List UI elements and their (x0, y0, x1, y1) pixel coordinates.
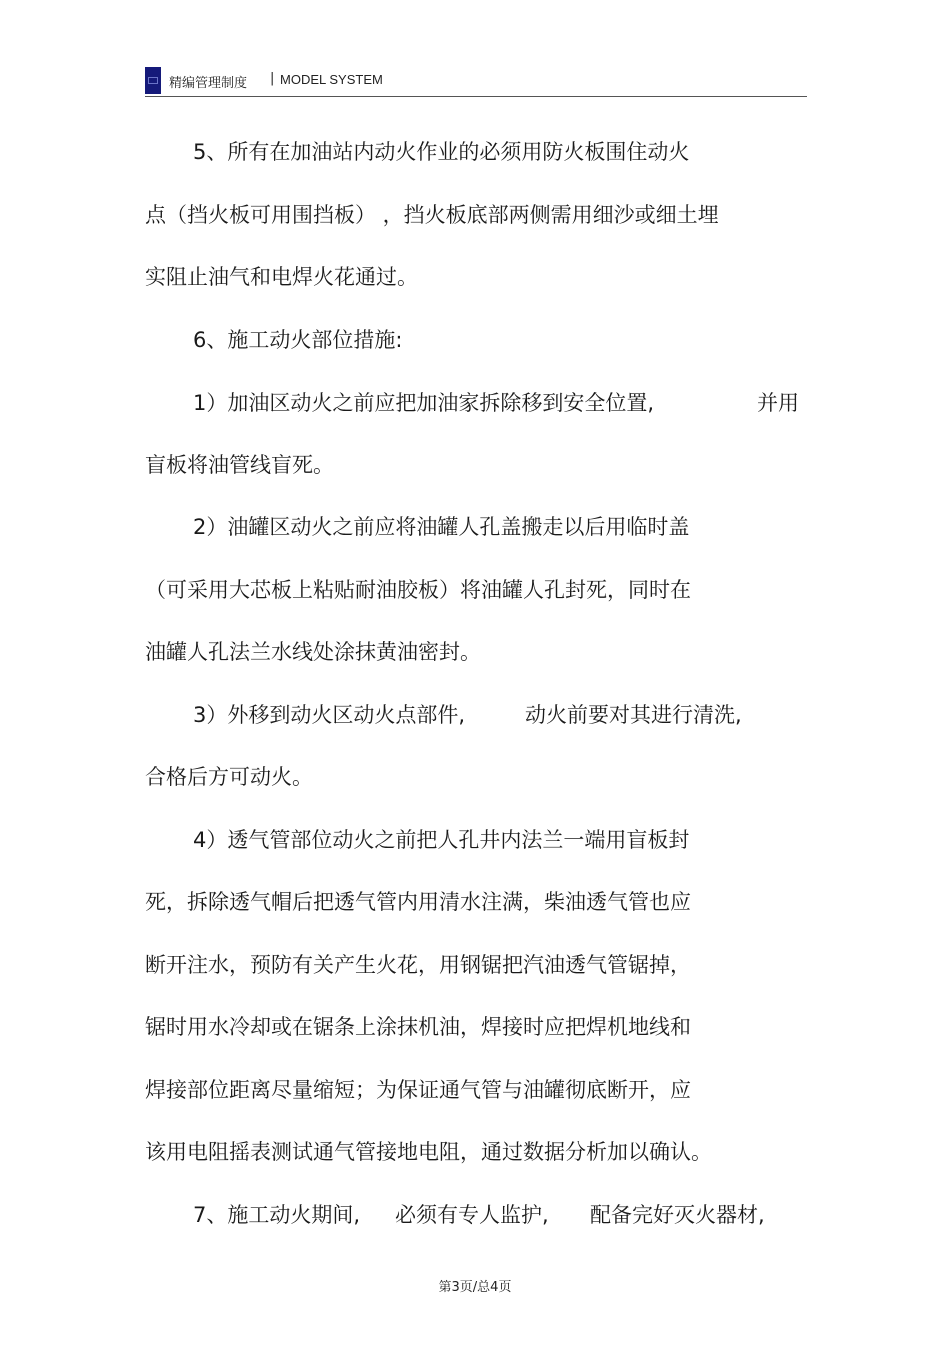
text-line: 1）加油区动火之前应把加油家拆除移到安全位置, (193, 391, 655, 415)
logo-icon (145, 67, 161, 94)
text-line: 该用电阻摇表测试通气管接地电阻，通过数据分析加以确认。 (145, 1140, 712, 1164)
text-line: 5、所有在加油站内动火作业的必须用防火板围住动火 (193, 140, 690, 164)
text-line: 2）油罐区动火之前应将油罐人孔盖搬走以后用临时盖 (193, 515, 690, 539)
page-header (145, 66, 807, 97)
header-title: 精编管理制度 (169, 76, 248, 91)
text-line: 并用 (757, 391, 799, 415)
text-line: 动火前要对其进行清洗, (525, 703, 742, 727)
text-line: 油罐人孔法兰水线处涂抹黄油密封。 (145, 640, 481, 664)
text-line: 盲板将油管线盲死。 (145, 453, 334, 477)
text-line: 必须有专人监护, (395, 1203, 549, 1227)
text-line: 合格后方可动火。 (145, 765, 313, 789)
text-line: 焊接部位距离尽量缩短；为保证通气管与油罐彻底断开，应 (145, 1078, 691, 1102)
text-line: 实阻止油气和电焊火花通过。 (145, 265, 418, 289)
text-line: 7、施工动火期间, (193, 1203, 361, 1227)
text-line: 锯时用水冷却或在锯条上涂抹机油，焊接时应把焊机地线和 (145, 1015, 691, 1039)
text-line: 6、施工动火部位措施: (193, 328, 403, 352)
header-subtitle: MODEL SYSTEM (280, 72, 383, 87)
text-line: 4）透气管部位动火之前把人孔井内法兰一端用盲板封 (193, 828, 690, 852)
text-line: 3）外移到动火区动火点部件, (193, 703, 466, 727)
text-line: （可采用大芯板上粘贴耐油胶板）将油罐人孔封死，同时在 (145, 578, 691, 602)
page-number: 第3页/总4页 (438, 1280, 512, 1295)
text-line: 断开注水，预防有关产生火花，用钢锯把汽油透气管锯掉， (145, 953, 691, 977)
text-line: 死，拆除透气帽后把透气管内用清水注满，柴油透气管也应 (145, 890, 691, 914)
header-separator: | (270, 71, 275, 86)
text-line: 配备完好灭火器材, (590, 1203, 765, 1227)
text-line: 点（挡火板可用围挡板） ，挡火板底部两侧需用细沙或细土埋 (145, 203, 719, 227)
